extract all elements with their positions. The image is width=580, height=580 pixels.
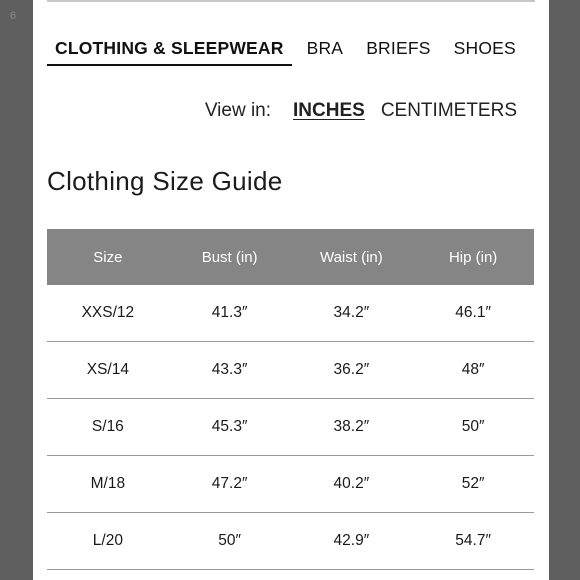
table-row [47, 399, 534, 456]
category-tabs [47, 34, 535, 66]
cell-waist: 42.9″ [291, 513, 413, 570]
top-divider-edge-left [47, 0, 49, 2]
cell-size: L/20 [47, 513, 169, 570]
cell-size: M/18 [47, 456, 169, 513]
table-row [47, 285, 534, 342]
column-header-bust: Bust (in) [169, 229, 291, 285]
size-guide-modal [33, 0, 549, 580]
unit-option-centimeters[interactable]: CENTIMETERS [380, 100, 517, 121]
cell-size: XXS/12 [47, 285, 169, 342]
cell-waist: 40.2″ [291, 456, 413, 513]
table-header-row [47, 229, 534, 285]
cell-bust: 43.3″ [169, 342, 291, 399]
backdrop-text: 6 [10, 10, 17, 22]
tab-briefs[interactable]: BRIEFS [366, 38, 431, 58]
unit-toggle [205, 96, 525, 126]
tab-shoes[interactable]: SHOES [453, 38, 516, 58]
cell-bust: 45.3″ [169, 399, 291, 456]
cell-bust: 50″ [169, 513, 291, 570]
table-row [47, 513, 534, 570]
cell-hip: 54.7″ [412, 513, 534, 570]
cell-size: S/16 [47, 399, 169, 456]
top-divider [47, 0, 535, 2]
unit-option-inches[interactable]: INCHES [293, 100, 365, 121]
cell-hip: 50″ [412, 399, 534, 456]
column-header-size: Size [47, 229, 169, 285]
cell-bust: 41.3″ [169, 285, 291, 342]
size-table [47, 229, 534, 570]
cell-hip: 48″ [412, 342, 534, 399]
cell-waist: 38.2″ [291, 399, 413, 456]
view-in-label: View in: [204, 100, 272, 121]
cell-waist: 34.2″ [291, 285, 413, 342]
cell-bust: 47.2″ [169, 456, 291, 513]
tab-bra[interactable]: BRA [306, 38, 344, 58]
cell-hip: 52″ [412, 456, 534, 513]
cell-hip: 46.1″ [412, 285, 534, 342]
column-header-waist: Waist (in) [291, 229, 413, 285]
table-row [47, 456, 534, 513]
cell-size: XS/14 [47, 342, 169, 399]
tab-clothing-sleepwear[interactable]: CLOTHING & SLEEPWEAR [47, 34, 292, 66]
page-title: Clothing Size Guide [47, 166, 283, 196]
top-divider-edge-right [533, 0, 535, 2]
table-row [47, 342, 534, 399]
column-header-hip: Hip (in) [412, 229, 534, 285]
cell-waist: 36.2″ [291, 342, 413, 399]
